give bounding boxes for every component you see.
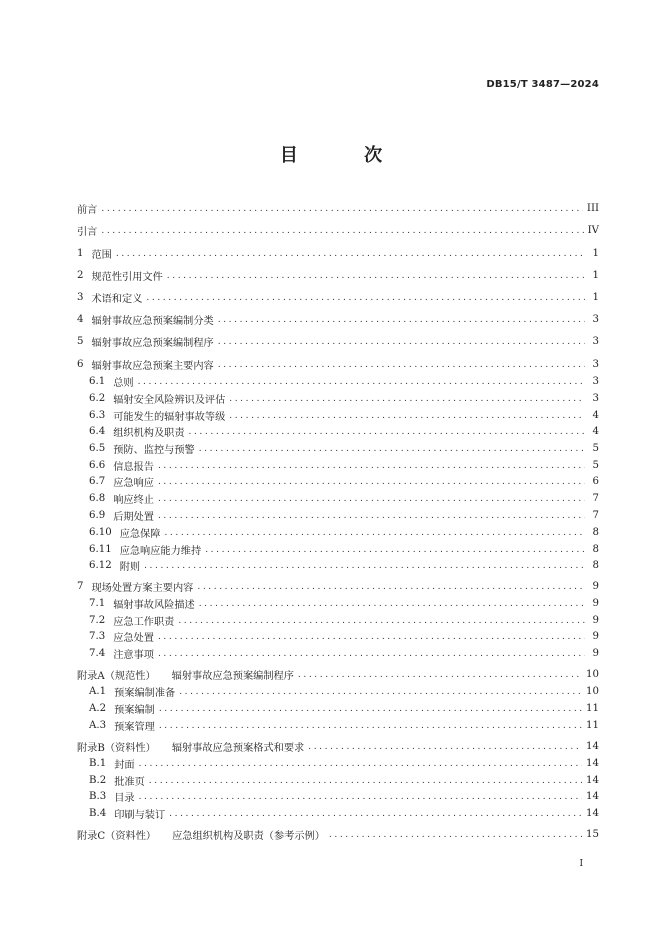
toc-dot-leader [199, 444, 585, 454]
toc-entry[interactable] [77, 423, 599, 440]
toc-entry-page: IV [587, 225, 599, 236]
toc-entry-page: 3 [592, 359, 599, 370]
toc-dot-leader [149, 776, 582, 786]
toc-dot-leader [218, 315, 585, 325]
toc-entry-number: A.1 [89, 686, 107, 697]
toc-entry-number: 7.1 [89, 598, 106, 609]
toc-entry[interactable] [77, 612, 599, 629]
toc-entry-number: 6.1 [89, 376, 106, 387]
toc-entry-title: 前言 [77, 205, 98, 216]
toc-entry-title: 应急响应能力维持 [119, 546, 202, 557]
toc-dot-leader [144, 561, 585, 571]
toc-entry-title: 规范性引用文件 [91, 272, 163, 283]
toc-dot-leader [101, 226, 583, 236]
toc-dot-leader [138, 377, 585, 387]
page-number: I [579, 859, 583, 869]
toc-entry-number: 5 [77, 336, 84, 347]
toc-entry-page: 1 [592, 248, 599, 259]
toc-entry-number: 附录A（规范性） [77, 671, 156, 682]
toc-entry[interactable] [77, 595, 599, 612]
toc-entry-number: 6.12 [89, 560, 112, 571]
toc-entry-title: 预防、监控与预警 [113, 445, 195, 456]
toc-entry-title: 预案编制准备 [114, 688, 176, 699]
toc-entry-page: 14 [586, 808, 599, 819]
toc-entry-page: 9 [592, 648, 599, 659]
toc-dot-leader [178, 616, 585, 626]
toc-entry-number: B.2 [89, 775, 107, 786]
toc-entry[interactable] [77, 373, 599, 390]
toc-entry-number: 6.2 [89, 393, 106, 404]
toc-entry-page: 14 [586, 775, 599, 786]
toc-entry[interactable] [77, 440, 599, 457]
toc-entry-page: 6 [592, 476, 599, 487]
toc-entry-title: 术语和定义 [91, 294, 143, 305]
toc-entry-page: 3 [592, 314, 599, 325]
toc-entry-title: 辐射事故应急预案格式和要求 [171, 743, 305, 754]
toc-entry-page: 14 [586, 741, 599, 752]
toc-entry-number: 1 [77, 248, 84, 259]
toc-entry-title: 信息报告 [113, 462, 154, 473]
toc-dot-leader [139, 759, 582, 769]
toc-dot-leader [298, 670, 582, 680]
toc-entry-title: 注意事项 [113, 650, 154, 661]
toc-entry-number: 6 [77, 359, 84, 370]
toc-entry-page: 5 [592, 460, 599, 471]
toc-entry[interactable] [77, 683, 599, 700]
toc-entry[interactable] [77, 541, 599, 558]
toc-entry[interactable] [77, 755, 599, 772]
toc-entry[interactable] [77, 826, 599, 843]
toc-entry-page: 10 [586, 686, 599, 697]
toc-entry-number: 6.5 [89, 443, 106, 454]
toc-entry-number: 附录B（资料性） [77, 743, 156, 754]
toc-dot-leader [218, 360, 585, 370]
toc-entry-page: 9 [592, 581, 599, 592]
toc-dot-leader [205, 545, 585, 555]
toc-entry-page: 8 [592, 544, 599, 555]
toc-entry[interactable] [77, 222, 599, 239]
toc-entry-title: 辐射事故应急预案主要内容 [91, 361, 214, 372]
toc-entry-title: 引言 [77, 227, 98, 238]
toc-entry-title: 目录 [114, 793, 135, 804]
toc-entry-number: 6.6 [89, 460, 106, 471]
toc-entry[interactable] [77, 645, 599, 662]
toc-dot-leader [139, 792, 582, 802]
toc-entry-title: 应急处置 [113, 633, 154, 644]
toc-dot-leader [199, 599, 585, 609]
toc-entry-title: 预案管理 [114, 722, 155, 733]
toc-entry[interactable] [77, 578, 599, 595]
toc-entry-title: 辐射事故应急预案编制程序 [91, 338, 214, 349]
toc-entry-title: 印刷与装订 [114, 810, 166, 821]
toc-entry[interactable] [77, 666, 599, 683]
toc-entry-number: A.2 [89, 703, 107, 714]
toc-dot-leader [158, 511, 585, 521]
toc-dot-leader [329, 830, 582, 840]
toc-entry[interactable] [77, 805, 599, 822]
toc-dot-leader [158, 477, 585, 487]
toc-entry-page: 11 [586, 703, 599, 714]
toc-entry-page: 10 [586, 669, 599, 680]
toc-dot-leader [229, 411, 585, 421]
toc-entry-title: 组织机构及职责 [113, 428, 185, 439]
toc-entry-number: 7 [77, 581, 84, 592]
toc-entry[interactable] [77, 717, 599, 734]
toc-entry[interactable] [77, 289, 599, 306]
toc-entry-title: 辐射事故风险描述 [113, 600, 195, 611]
toc-entry-title: 总则 [113, 378, 134, 389]
toc-dot-leader [167, 271, 585, 281]
toc-dot-leader [158, 632, 585, 642]
toc-entry-page: III [586, 203, 599, 214]
toc-entry-page: 1 [592, 270, 599, 281]
toc-entry-number: 7.2 [89, 615, 106, 626]
toc-entry-page: 1 [592, 292, 599, 303]
toc-entry[interactable] [77, 738, 599, 755]
toc-entry-title: 附则 [119, 562, 141, 573]
toc-entry-title: 应急保障 [119, 529, 161, 540]
toc-dot-leader [189, 427, 585, 437]
toc-entry-title: 批准页 [114, 777, 145, 788]
toc-entry-number: 6.4 [89, 426, 106, 437]
toc-entry-number: 4 [77, 314, 84, 325]
toc-dot-leader [197, 582, 585, 592]
toc-dot-leader [158, 494, 585, 504]
toc-entry[interactable] [77, 628, 599, 645]
toc-entry-number: 6.7 [89, 476, 106, 487]
toc-entry[interactable] [77, 333, 599, 350]
document-code: DB15/T 3487—2024 [486, 79, 599, 90]
toc-entry[interactable] [77, 524, 599, 541]
toc-entry-page: 8 [592, 560, 599, 571]
toc-entry[interactable] [77, 700, 599, 717]
toc-entry-number: 6.9 [89, 510, 106, 521]
toc-entry[interactable] [77, 507, 599, 524]
toc-entry-page: 9 [592, 615, 599, 626]
toc-entry-page: 7 [592, 510, 599, 521]
toc-entry-number: 7.3 [89, 631, 106, 642]
toc-entry-page: 3 [592, 336, 599, 347]
toc-dot-leader [169, 809, 582, 819]
toc-dot-leader [229, 394, 585, 404]
toc-entry[interactable] [77, 356, 599, 373]
toc-entry-page: 15 [586, 829, 599, 840]
toc-entry[interactable] [77, 473, 599, 490]
toc-entry-title: 辐射事故应急预案编制程序 [171, 671, 294, 682]
toc-entry-title: 响应终止 [113, 495, 154, 506]
toc-entry-title: 可能发生的辐射事故等级 [113, 412, 226, 423]
toc-entry-number: 6.3 [89, 410, 106, 421]
toc-entry-title: 现场处置方案主要内容 [91, 583, 194, 594]
toc-entry-title: 辐射事故应急预案编制分类 [91, 316, 214, 327]
toc-dot-leader [158, 649, 585, 659]
toc-entry[interactable] [77, 788, 599, 805]
toc-entry[interactable] [77, 772, 599, 789]
toc-dot-leader [116, 249, 585, 259]
page-title: 目 次 [279, 145, 413, 166]
toc-entry-number: A.3 [89, 720, 107, 731]
toc-entry-page: 3 [592, 376, 599, 387]
toc-entry-number: 6.10 [89, 527, 112, 538]
toc-entry[interactable] [77, 390, 599, 407]
toc-dot-leader [308, 742, 582, 752]
toc-entry-number: 6.8 [89, 493, 106, 504]
toc-entry[interactable] [77, 457, 599, 474]
toc-entry-number: 2 [77, 270, 84, 281]
toc-entry-title: 封面 [114, 760, 135, 771]
toc-entry-page: 14 [586, 791, 599, 802]
toc-entry-page: 9 [592, 598, 599, 609]
toc-entry-page: 5 [592, 443, 599, 454]
toc-entry-title: 应急响应 [113, 478, 154, 489]
toc-dot-leader [164, 528, 585, 538]
toc-dot-leader [159, 721, 582, 731]
toc-entry[interactable] [77, 557, 599, 574]
toc-entry-page: 14 [586, 758, 599, 769]
toc-entry[interactable] [77, 245, 599, 262]
toc-entry-page: 9 [592, 631, 599, 642]
toc-entry-number: 6.11 [89, 544, 112, 555]
toc-entry-page: 3 [592, 393, 599, 404]
toc-dot-leader [101, 204, 583, 214]
toc-entry-title: 范围 [91, 250, 112, 261]
toc-entry-number: 7.4 [89, 648, 106, 659]
toc-dot-leader [158, 461, 585, 471]
toc-entry-title: 辐射安全风险辨识及评估 [113, 395, 226, 406]
toc-dot-leader [218, 337, 585, 347]
toc-entry[interactable] [77, 311, 599, 328]
toc-entry-title: 后期处置 [113, 512, 154, 523]
toc-entry-page: 11 [586, 720, 599, 731]
toc-entry-page: 8 [592, 527, 599, 538]
toc-dot-leader [146, 293, 585, 303]
toc-entry-title: 应急工作职责 [113, 617, 175, 628]
toc-entry-page: 4 [592, 426, 599, 437]
toc-entry-number: B.3 [89, 791, 107, 802]
toc-entry-page: 7 [592, 493, 599, 504]
toc-entry[interactable] [77, 490, 599, 507]
toc-entry-number: B.4 [89, 808, 107, 819]
toc-entry-title: 应急组织机构及职责（参考示例） [172, 831, 325, 842]
toc-entry-number: 附录C（资料性） [77, 831, 157, 842]
toc-dot-leader [159, 704, 582, 714]
toc-entry[interactable] [77, 200, 599, 217]
toc-entry[interactable] [77, 407, 599, 424]
toc-entry[interactable] [77, 267, 599, 284]
toc-entry-title: 预案编制 [114, 705, 155, 716]
toc-entry-number: B.1 [89, 758, 107, 769]
toc-dot-leader [179, 687, 582, 697]
toc-entry-number: 3 [77, 292, 84, 303]
toc-entry-page: 4 [592, 410, 599, 421]
